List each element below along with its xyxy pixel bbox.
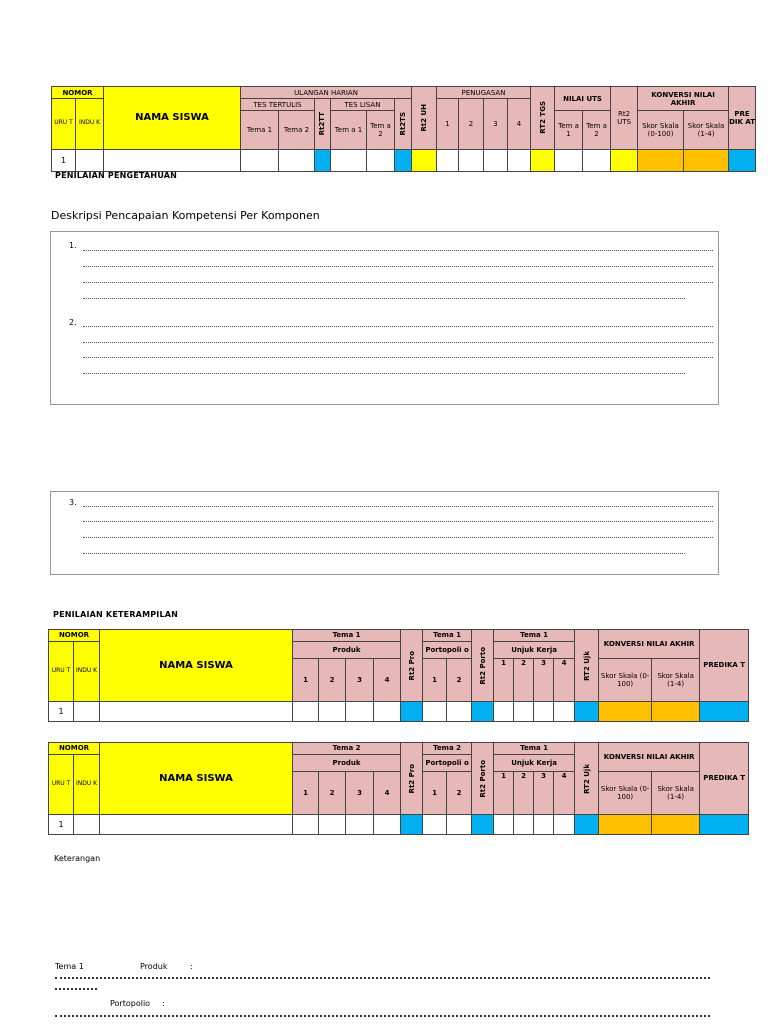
produk-header: Produk xyxy=(293,642,401,659)
rt2tt-header: Rt2TT xyxy=(315,99,331,150)
tema-produk-header: Tema 2 xyxy=(293,743,401,755)
rt2ujk-cell xyxy=(575,702,599,722)
rt2pro-header: Rt2 Pro xyxy=(401,630,423,702)
produk-4-cell[interactable] xyxy=(374,815,401,835)
urut-header: URU T xyxy=(49,642,74,702)
keterangan-colon: : xyxy=(190,962,193,971)
ujk-3: 3 xyxy=(534,772,554,815)
nama-cell[interactable] xyxy=(100,702,293,722)
penugasan-3-cell[interactable] xyxy=(484,149,508,171)
rt2tt-cell xyxy=(315,149,331,171)
induk-cell[interactable] xyxy=(74,815,100,835)
skor-4-header: Skor Skala (1-4) xyxy=(652,659,700,702)
dotted-line xyxy=(55,1015,710,1017)
penugasan-1: 1 xyxy=(437,99,459,150)
dotted-line xyxy=(55,988,97,990)
konversi-header: KONVERSI NILAI AKHIR xyxy=(599,743,700,772)
produk-1: 1 xyxy=(293,659,319,702)
tes-tertulis-header: TES TERTULIS xyxy=(241,99,315,111)
tema-porto-header: Tema 2 xyxy=(423,743,472,755)
keterangan-portopolio: Portopolio xyxy=(110,999,151,1008)
nama-cell[interactable] xyxy=(100,815,293,835)
predikat-cell xyxy=(729,149,756,171)
porto-1: 1 xyxy=(423,772,447,815)
tertulis-tema1: Tema 1 xyxy=(241,111,279,149)
produk-2: 2 xyxy=(319,772,346,815)
nomor-header: NOMOR xyxy=(49,743,100,755)
porto-2-cell[interactable] xyxy=(447,815,472,835)
produk-3: 3 xyxy=(346,659,374,702)
portopolio-header: Portopoli o xyxy=(423,755,472,772)
produk-1-cell[interactable] xyxy=(293,702,319,722)
table-row xyxy=(49,702,749,722)
nama-cell[interactable] xyxy=(104,149,241,171)
ulangan-harian-header: ULANGAN HARIAN xyxy=(241,87,412,99)
produk-header: Produk xyxy=(293,755,401,772)
penugasan-1-cell[interactable] xyxy=(437,149,459,171)
penilaian-pengetahuan-label: PENILAIAN PENGETAHUAN xyxy=(55,171,178,180)
produk-4: 4 xyxy=(374,772,401,815)
rt2pro-header: Rt2 Pro xyxy=(401,743,423,815)
rt2ts-header: Rt2TS xyxy=(395,99,412,150)
ujk-3-cell[interactable] xyxy=(534,815,554,835)
penugasan-2: 2 xyxy=(459,99,484,150)
dotted-line xyxy=(83,250,713,251)
dotted-line xyxy=(83,521,713,522)
produk-3-cell[interactable] xyxy=(346,702,374,722)
tema-porto-header: Tema 1 xyxy=(423,630,472,642)
lisan-tema1: Tem a 1 xyxy=(331,111,367,149)
uts-tema1-cell[interactable] xyxy=(555,149,583,171)
dotted-line xyxy=(83,266,713,267)
dotted-line xyxy=(83,298,685,299)
produk-3-cell[interactable] xyxy=(346,815,374,835)
portopolio-header: Portopoli o xyxy=(423,642,472,659)
porto-2: 2 xyxy=(447,772,472,815)
produk-2-cell[interactable] xyxy=(319,815,346,835)
tertulis-tema1-cell[interactable] xyxy=(241,149,279,171)
ujk-3-cell[interactable] xyxy=(534,702,554,722)
uts-tema1: Tem a 1 xyxy=(555,111,583,149)
induk-cell[interactable] xyxy=(76,149,104,171)
skor-4-cell xyxy=(652,702,700,722)
ujk-2: 2 xyxy=(514,659,534,702)
rt2tgs-cell xyxy=(531,149,555,171)
keterangan-tema1: Tema 1 xyxy=(55,962,84,971)
nama-siswa-header: NAMA SISWA xyxy=(100,743,293,815)
skor-100-cell xyxy=(599,702,652,722)
induk-header: INDU K xyxy=(74,642,100,702)
ujk-1-cell[interactable] xyxy=(494,702,514,722)
ujk-4: 4 xyxy=(554,772,575,815)
urut-header: URU T xyxy=(49,755,74,815)
dotted-line xyxy=(83,506,713,507)
keterangan-colon: : xyxy=(162,999,165,1008)
skor-4-header: Skor Skala (1-4) xyxy=(684,111,729,149)
porto-2: 2 xyxy=(447,659,472,702)
porto-2-cell[interactable] xyxy=(447,702,472,722)
dotted-line xyxy=(83,342,713,343)
produk-3: 3 xyxy=(346,772,374,815)
tema-produk-header: Tema 1 xyxy=(293,630,401,642)
rt2porto-cell xyxy=(472,815,494,835)
deskripsi-box-2 xyxy=(50,491,719,575)
dotted-line xyxy=(83,373,685,374)
keterangan-produk: Produk xyxy=(140,962,168,971)
penugasan-4: 4 xyxy=(508,99,531,150)
induk-header: INDU K xyxy=(74,755,100,815)
produk-4-cell[interactable] xyxy=(374,702,401,722)
nilai-uts-header: NILAI UTS xyxy=(555,87,611,111)
row-number: 1 xyxy=(52,149,76,171)
urut-header: URU T xyxy=(52,99,76,150)
rt2pro-cell xyxy=(401,815,423,835)
tertulis-tema2: Tema 2 xyxy=(279,111,315,149)
porto-1: 1 xyxy=(423,659,447,702)
penugasan-header: PENUGASAN xyxy=(437,87,531,99)
skor-4-header: Skor Skala (1-4) xyxy=(652,772,700,815)
rt2uh-header: Rt2 UH xyxy=(412,87,437,150)
ujk-1: 1 xyxy=(494,659,514,702)
penilaian-keterampilan-title: PENILAIAN KETERAMPILAN xyxy=(53,610,179,619)
ujk-4-cell[interactable] xyxy=(554,702,575,722)
row-number: 1 xyxy=(49,815,74,835)
ujk-1: 1 xyxy=(494,772,514,815)
produk-1-cell[interactable] xyxy=(293,815,319,835)
rt2ts-cell xyxy=(395,149,412,171)
row-number: 1 xyxy=(49,702,74,722)
keterampilan-table-2 xyxy=(48,742,749,835)
induk-header: INDU K xyxy=(76,99,104,150)
dotted-line xyxy=(83,357,713,358)
nomor-header: NOMOR xyxy=(52,87,104,99)
rt2ujk-header: RT2 Ujk xyxy=(575,630,599,702)
porto-1-cell[interactable] xyxy=(423,815,447,835)
ujk-2: 2 xyxy=(514,772,534,815)
lisan-tema2-cell[interactable] xyxy=(367,149,395,171)
nama-siswa-header: NAMA SISWA xyxy=(104,87,241,150)
skor-100-cell xyxy=(599,815,652,835)
rt2porto-header: Rt2 Porto xyxy=(472,630,494,702)
nomor-header: NOMOR xyxy=(49,630,100,642)
rt2porto-header: Rt2 Porto xyxy=(472,743,494,815)
induk-cell[interactable] xyxy=(74,702,100,722)
penugasan-2-cell[interactable] xyxy=(459,149,484,171)
predikat-header: PREDIKA T xyxy=(700,630,749,702)
produk-1: 1 xyxy=(293,772,319,815)
item-number-2: 2. xyxy=(69,318,77,327)
keterampilan-table-1 xyxy=(48,629,749,722)
skor-100-cell xyxy=(638,149,684,171)
dotted-line xyxy=(83,282,713,283)
rt2uts-cell xyxy=(611,149,638,171)
pengetahuan-table xyxy=(51,86,756,172)
rt2tgs-header: RT2 TGS xyxy=(531,87,555,150)
skor-4-cell xyxy=(684,149,729,171)
tema-ujk-header: Tema 1 xyxy=(494,743,575,755)
konversi-header: KONVERSI NILAI AKHIR xyxy=(638,87,729,111)
dotted-line xyxy=(83,326,713,327)
dotted-line xyxy=(55,977,710,979)
uts-tema2: Tem a 2 xyxy=(583,111,611,149)
konversi-header: KONVERSI NILAI AKHIR xyxy=(599,630,700,659)
ujk-2-cell[interactable] xyxy=(514,815,534,835)
predikat-cell xyxy=(700,702,749,722)
ujk-1-cell[interactable] xyxy=(494,815,514,835)
nama-siswa-header: NAMA SISWA xyxy=(100,630,293,702)
produk-2: 2 xyxy=(319,659,346,702)
unjuk-kerja-header: Unjuk Kerja xyxy=(494,755,575,772)
skor-100-header: Skor Skala (0-100) xyxy=(599,659,652,702)
deskripsi-title: Deskripsi Pencapaian Kompetensi Per Komponen xyxy=(51,209,320,222)
ujk-3: 3 xyxy=(534,659,554,702)
rt2ujk-cell xyxy=(575,815,599,835)
penugasan-3: 3 xyxy=(484,99,508,150)
dotted-line xyxy=(83,553,685,554)
predikat-cell xyxy=(700,815,749,835)
tema-ujk-header: Tema 1 xyxy=(494,630,575,642)
lisan-tema2: Tem a 2 xyxy=(367,111,395,149)
predikat-header: PRE DIK AT xyxy=(729,87,756,150)
produk-4: 4 xyxy=(374,659,401,702)
rt2ujk-header: RT2 Ujk xyxy=(575,743,599,815)
tertulis-tema2-cell[interactable] xyxy=(279,149,315,171)
tes-lisan-header: TES LISAN xyxy=(331,99,395,111)
ujk-4-cell[interactable] xyxy=(554,815,575,835)
porto-1-cell[interactable] xyxy=(423,702,447,722)
penugasan-4-cell[interactable] xyxy=(508,149,531,171)
unjuk-kerja-header: Unjuk Kerja xyxy=(494,642,575,659)
uts-tema2-cell[interactable] xyxy=(583,149,611,171)
rt2pro-cell xyxy=(401,702,423,722)
rt2porto-cell xyxy=(472,702,494,722)
ujk-2-cell[interactable] xyxy=(514,702,534,722)
item-number-3: 3. xyxy=(69,498,77,507)
rt2uts-header: Rt2 UTS xyxy=(611,87,638,150)
deskripsi-box-1 xyxy=(50,231,719,405)
skor-100-header: Skor Skala (0-100) xyxy=(599,772,652,815)
predikat-header: PREDIKA T xyxy=(700,743,749,815)
item-number-1: 1. xyxy=(69,241,77,250)
produk-2-cell[interactable] xyxy=(319,702,346,722)
table-row xyxy=(49,815,749,835)
skor-4-cell xyxy=(652,815,700,835)
lisan-tema1-cell[interactable] xyxy=(331,149,367,171)
table-row xyxy=(52,149,756,171)
rt2uh-cell xyxy=(412,149,437,171)
skor-100-header: Skor Skala (0-100) xyxy=(638,111,684,149)
keterangan-title: Keterangan xyxy=(54,854,101,863)
ujk-4: 4 xyxy=(554,659,575,702)
dotted-line xyxy=(83,537,713,538)
